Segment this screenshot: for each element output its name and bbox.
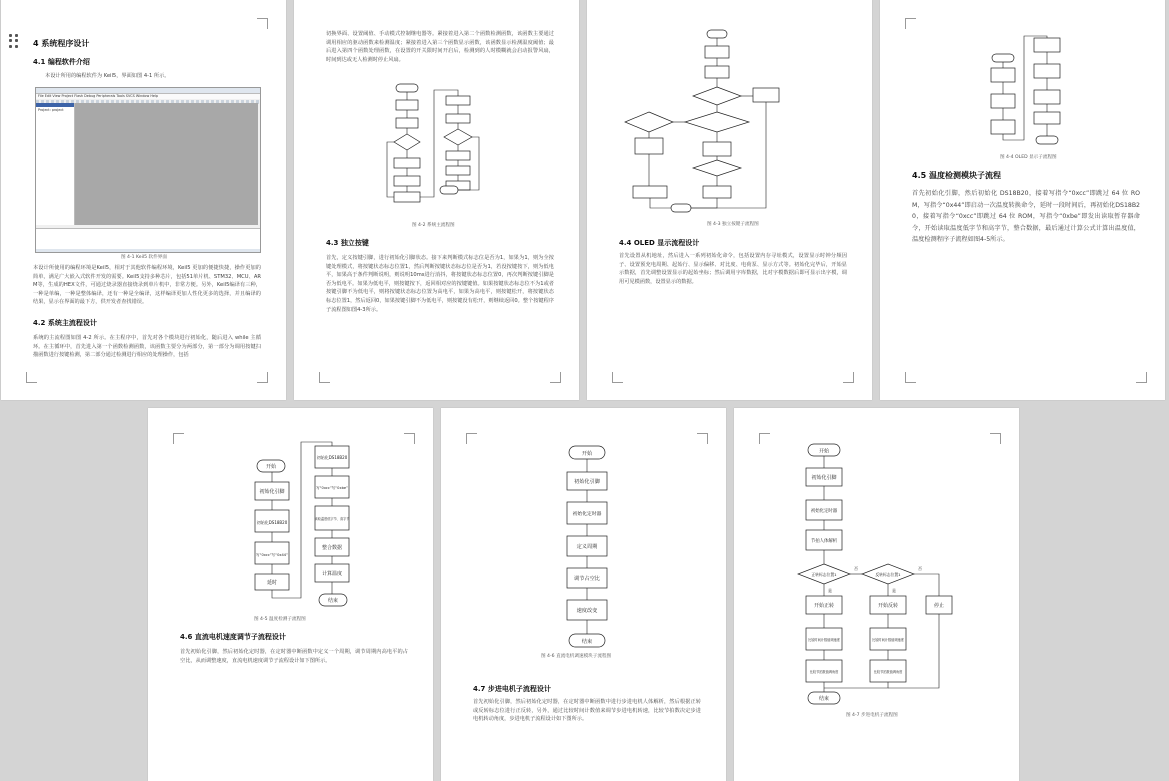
paragraph: 首先初始化引脚，然后初始化 DS18B20，接着写指令“0xcc”即跳过 64 位 ROM，写指令“0x44”即启动一次温度转换命令，延时一段时间后，再初始化DS18B20，接着写指令“0xcc”即跳过 64 位 ROM，写指令“0xbe”即发出读取暂存器命令，开始读取温度低字节和高字节，整合数据，最后通过计算公式计算出温度值，温度检测程序子流程如图4-5所示。 xyxy=(912,190,1140,244)
fc-speed-label: 速度改变 xyxy=(576,608,598,614)
fc-cmp-beat-label-2: 比较节拍数值调角度 xyxy=(873,670,903,674)
fc-duty-label: 调节占空比 xyxy=(574,576,600,582)
crop-mark xyxy=(257,18,268,29)
document-page-6 xyxy=(441,408,726,781)
fc-init-pin-label: 初始化引脚 xyxy=(811,475,837,481)
fc-yes-label-2: 是 xyxy=(892,588,896,593)
fc-stop-label: 停止 xyxy=(933,603,945,609)
paragraph: 切换界面、设置阈值、手动模式控制继电器等。紧接着进入第二个函数检测函数，该函数主要通过调用相应的驱动函数来检测温度；紧接着进入第三个函数显示函数，该函数显示检测温度阈值；最后进入第四个函数处理函数，在设置的开关限时间开启后，检测到的人时模糊就会启动报警风扇，时间到达或无人检测时停止风扇。 xyxy=(326,31,554,63)
grip-icon[interactable] xyxy=(9,34,19,48)
keil-project-pane xyxy=(36,103,75,225)
fc-write-cc-be-label: 写“0xcc”写“0xbe” xyxy=(316,486,348,490)
crop-mark xyxy=(905,372,916,383)
fc-init-pin-label: 初始化引脚 xyxy=(259,489,285,495)
fc-init-timer-label: 初始化定时器 xyxy=(572,512,602,517)
paragraph: 系统的主流程图如图 4-2 所示。在主程序中，首先对各个模块进行初始化，随后进入 while 主循环。在主循环中，首先进入第一个函数检测函数，该函数主要分为两部分，第一部分为调用按键扫描函数进行按键检测，第二部分通过检测进行相应的处理操作，包括 xyxy=(33,335,261,359)
fc-rev-q-label: 反转标志位置1 xyxy=(875,572,901,577)
heading-4: 4 系统程序设计 xyxy=(33,39,90,48)
crop-mark xyxy=(697,433,708,444)
keil-build-output xyxy=(36,228,260,249)
fc-fwd-label: 开始正转 xyxy=(813,603,835,609)
paragraph: 本设计所用的编程软件为 Keil5，界面如图 4-1 所示。 xyxy=(45,73,170,79)
fc-cmp-time-label-2: 比较时间计数值调速度 xyxy=(872,638,904,642)
temperature-flowchart xyxy=(253,446,363,610)
figure-caption: 图 4-4 OLED 显示子流程图 xyxy=(1000,155,1057,160)
figure-caption: 图 4-7 步进电机子流程图 xyxy=(846,713,898,718)
fc-read-bytes-label: 读取温度低字节、高字节 xyxy=(314,517,350,521)
oled-flowchart xyxy=(988,36,1068,148)
keil-editor-area xyxy=(75,103,258,225)
paragraph: 首先初始化引脚，然后初始化定时器，在定时器中断函数中定义一个周期，调节周期内高电平的占空比，从而调整速度，直流电机速度调节子流程设计如下图所示。 xyxy=(180,649,408,664)
fc-start-label: 开始 xyxy=(581,451,593,457)
heading-4-3: 4.3 独立按键 xyxy=(326,239,369,247)
paragraph: 首先，定义按键引脚，进行初始化引脚状态。接下来判断模式标志位是否为1，如果为1，则为全按键处理模式，将按键状态标志位置1，然后判断按键状态标志位是否为1，若没按键按下，则为低电平，如果高于条件判断说明，则说明10ms进行消抖，将按键状态标志位置0，再次判断按键引脚是否为低电平。如果为低电平，则按键按下，返回相对应的按键键值。如果按键状态标志位不为1或者按键引脚不为低电平，则将按键状态标志位置为高电平，如果为高电平，则按键松开，将按键状态标志位置1，然后返回0，如果按键引脚不为低电平，则按键没有松开，则继续返回0。整个按键程序子流程图如图4-3所示。 xyxy=(326,255,554,313)
crop-mark xyxy=(257,372,268,383)
figure-caption: 图 4-2 系统主流程图 xyxy=(412,223,455,228)
figure-caption: 图 4-1 Keil5 软件界面 xyxy=(121,255,167,260)
document-page-1 xyxy=(1,0,286,400)
main-flowchart xyxy=(384,82,484,217)
figure-caption: 图 4-6 直流电机调速模块子流程图 xyxy=(541,654,612,659)
fc-merge-label: 整合数据 xyxy=(321,545,343,551)
document-page-4 xyxy=(880,0,1165,400)
document-page-2 xyxy=(294,0,579,400)
crop-mark xyxy=(319,372,330,383)
crop-mark xyxy=(466,433,477,444)
fc-start-label: 开始 xyxy=(265,464,277,470)
heading-4-4: 4.4 OLED 显示流程设计 xyxy=(619,239,700,247)
crop-mark xyxy=(990,433,1001,444)
crop-mark xyxy=(173,433,184,444)
keil-project-item: Project: project xyxy=(38,108,64,112)
crop-mark xyxy=(612,372,623,383)
crop-mark xyxy=(843,372,854,383)
fc-init-timer-label: 初始化定时器 xyxy=(810,509,838,514)
heading-4-2: 4.2 系统主流程设计 xyxy=(33,319,97,327)
heading-4-7: 4.7 步进电机子流程设计 xyxy=(473,685,551,693)
fc-init-ds-label: 初始化DS18B20 xyxy=(256,520,288,525)
fc-delay-label: 延时 xyxy=(266,580,278,586)
stepper-motor-flowchart xyxy=(794,442,954,706)
fc-cmp-time-label: 比较时间计数值调速度 xyxy=(808,638,840,642)
heading-4-5: 4.5 温度检测模块子流程 xyxy=(912,171,1001,180)
figure-caption: 图 4-5 温度检测子流程图 xyxy=(254,617,306,622)
fc-fwd-q-label: 正转标志位置1 xyxy=(811,572,837,577)
fc-calc-label: 计算温度 xyxy=(321,571,343,577)
keil5-screenshot xyxy=(35,87,261,253)
fc-no-label: 否 xyxy=(854,566,858,571)
fc-init-ds2-label: 初始化DS18B20 xyxy=(316,455,348,460)
document-page-7 xyxy=(734,408,1019,781)
keil-menubar: File Edit View Project Flash Debug Peripherals Tools SVCS Window Help xyxy=(36,94,260,99)
document-page-3 xyxy=(587,0,872,400)
paragraph: 本设计所使用的编程环境是Keil5，相对于其他软件编程环境，Keil5 更加的便捷快捷，操作更加的简单，满足广大嵌入式软件开发的需要。Keil5支持多种芯片，包括51单片机、STM32、MCU、ARM等，生成的HEX文件，可通过烧录器直接烧录到单片机中，非常方便。另外，Keil5编译有三种，一种是单编，一种是整体编译，还有一种是全编译，这样编译更加人性化更多的选择，并且编译的结果，显示在界面的最下方，供开发者查找错误。 xyxy=(33,265,261,306)
keil-statusbar xyxy=(36,249,260,252)
fc-no-label-2: 否 xyxy=(918,566,922,571)
fc-init-pin-label: 初始化引脚 xyxy=(574,479,600,485)
fc-beat-label: 节拍人体解析 xyxy=(810,539,838,544)
heading-4-6: 4.6 直流电机速度调节子流程设计 xyxy=(180,633,286,641)
crop-mark xyxy=(759,433,770,444)
fc-def-period-label: 定义周期 xyxy=(576,544,598,550)
dc-motor-flowchart xyxy=(563,444,613,650)
fc-end-label: 结束 xyxy=(818,696,830,702)
heading-4-1: 4.1 编程软件介绍 xyxy=(33,58,90,66)
key-flowchart xyxy=(625,8,785,216)
fc-end-label: 结束 xyxy=(327,598,339,604)
crop-mark xyxy=(550,372,561,383)
fc-end-label: 结束 xyxy=(581,639,593,645)
paragraph: 首先设置从机地址，然后进入一系列初始化命令，包括设置内存寻址模式，设置显示时钟分频因子、设置预充电周期、起始行、显示偏移、对比度、电荷泵、显示方式等。初始化完毕后，开始显示数据，首先调整设置显示的起始坐标；然后调用字库数据，比对字模数据后即可显示出字模，调用可见模函数，设置显示的数据。 xyxy=(619,253,847,285)
fc-rev-label: 开始反转 xyxy=(877,603,899,609)
crop-mark xyxy=(1136,372,1147,383)
fc-start-label: 开始 xyxy=(818,448,830,455)
crop-mark xyxy=(404,433,415,444)
document-page-5 xyxy=(148,408,433,781)
crop-mark xyxy=(905,18,916,29)
crop-mark xyxy=(26,372,37,383)
fc-yes-label: 是 xyxy=(828,588,832,593)
fc-write-cc-44-label: 写“0xcc”写“0x44” xyxy=(256,553,288,557)
paragraph: 首先初始化引脚，然后初始化定时器，在定时器中断函数中进行步进电机人体解析，然后根据正转或反转标志位进行正反转，另外，通过比较时间计数值来调节步进电机转速，比较节拍数决定步进电机转动角度，步进电机子流程设计如下图所示。 xyxy=(473,699,701,723)
figure-caption: 图 4-3 独立按键子流程图 xyxy=(707,222,759,227)
fc-cmp-beat-label: 比较节拍数值调角度 xyxy=(809,670,839,674)
